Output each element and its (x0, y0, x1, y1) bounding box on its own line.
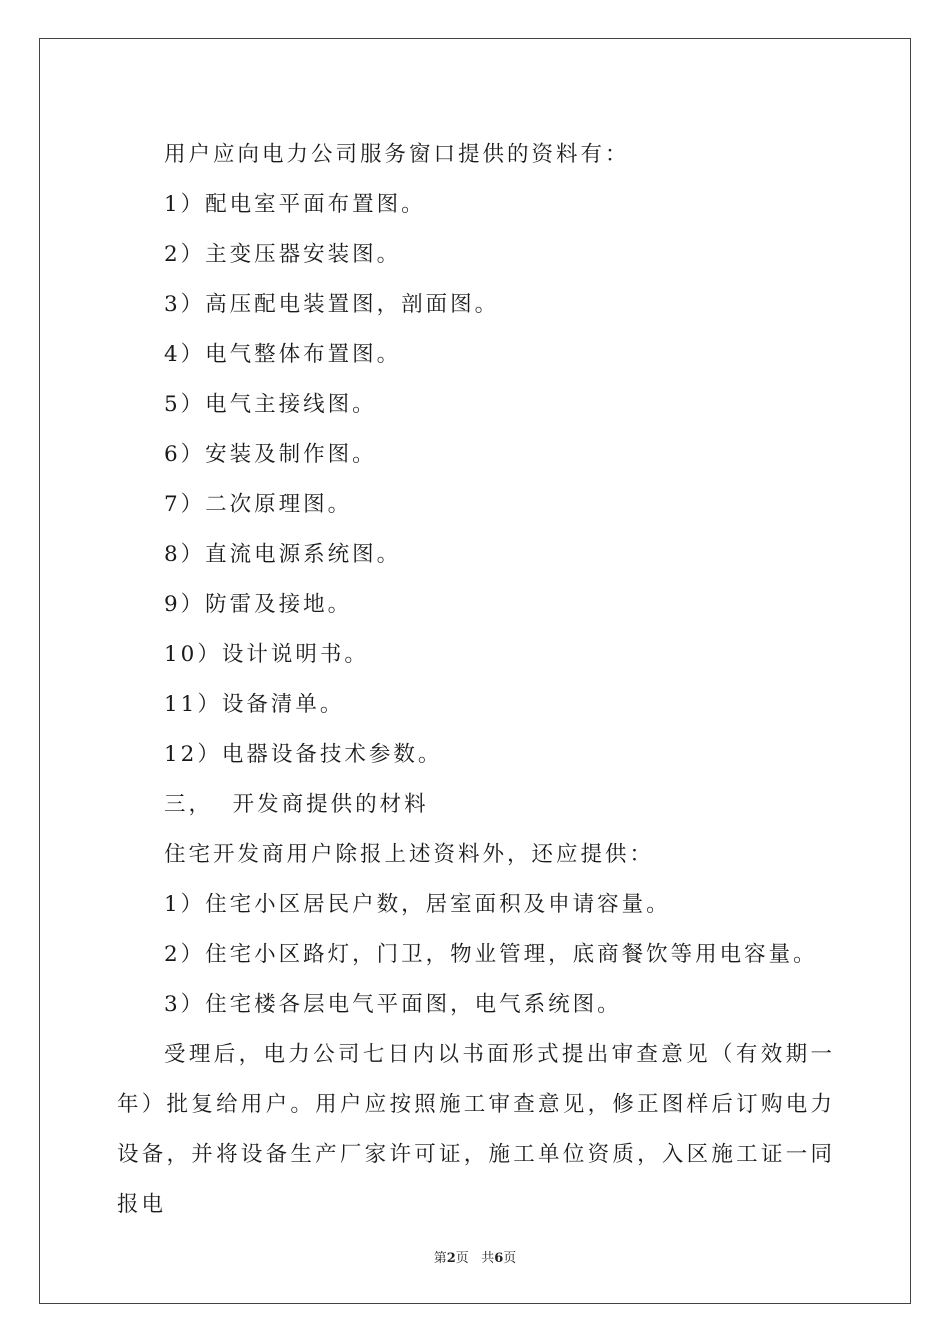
developer-list-item: 2）住宅小区路灯，门卫，物业管理，底商餐饮等用电容量。 (164, 942, 818, 967)
developer-list-item: 1）住宅小区居民户数，居室面积及申请容量。 (164, 892, 671, 917)
list-item: 7）二次原理图。 (164, 492, 353, 517)
document-body (117, 130, 835, 1230)
list-item: 1）配电室平面布置图。 (164, 192, 426, 217)
page-footer (0, 1247, 950, 1266)
footer-page-suffix: 页 (455, 1251, 469, 1266)
developer-intro-line: 住宅开发商用户除报上述资料外，还应提供： (164, 842, 655, 867)
list-item: 12）电器设备技术参数。 (164, 742, 443, 767)
intro-line: 用户应向电力公司服务窗口提供的资料有： (164, 142, 630, 167)
list-item: 6）安装及制作图。 (164, 442, 377, 467)
footer-total-prefix: 共 (481, 1251, 495, 1266)
developer-list-item: 3）住宅楼各层电气平面图，电气系统图。 (164, 992, 622, 1017)
footer-page-number: 2 (446, 1251, 456, 1266)
section-heading: 三， 开发商提供的材料 (164, 792, 429, 817)
list-item: 11）设备清单。 (164, 692, 345, 717)
list-item: 9）防雷及接地。 (164, 592, 353, 617)
list-item: 4）电气整体布置图。 (164, 342, 402, 367)
footer-total-suffix: 页 (503, 1251, 517, 1266)
list-item: 5）电气主接线图。 (164, 392, 377, 417)
list-item: 8）直流电源系统图。 (164, 542, 402, 567)
list-item: 3）高压配电装置图，剖面图。 (164, 292, 500, 317)
footer-page-prefix: 第 (433, 1251, 447, 1266)
closing-paragraph: 受理后，电力公司七日内以书面形式提出审查意见（有效期一年）批复给用户。用户应按照施工审查意见，修正图样后订购电力设备，并将设备生产厂家许可证，施工单位资质，入区施工证一同报电 (117, 1042, 835, 1217)
list-item: 10）设计说明书。 (164, 642, 369, 667)
list-item: 2）主变压器安装图。 (164, 242, 402, 267)
footer-total-pages: 6 (494, 1251, 504, 1266)
